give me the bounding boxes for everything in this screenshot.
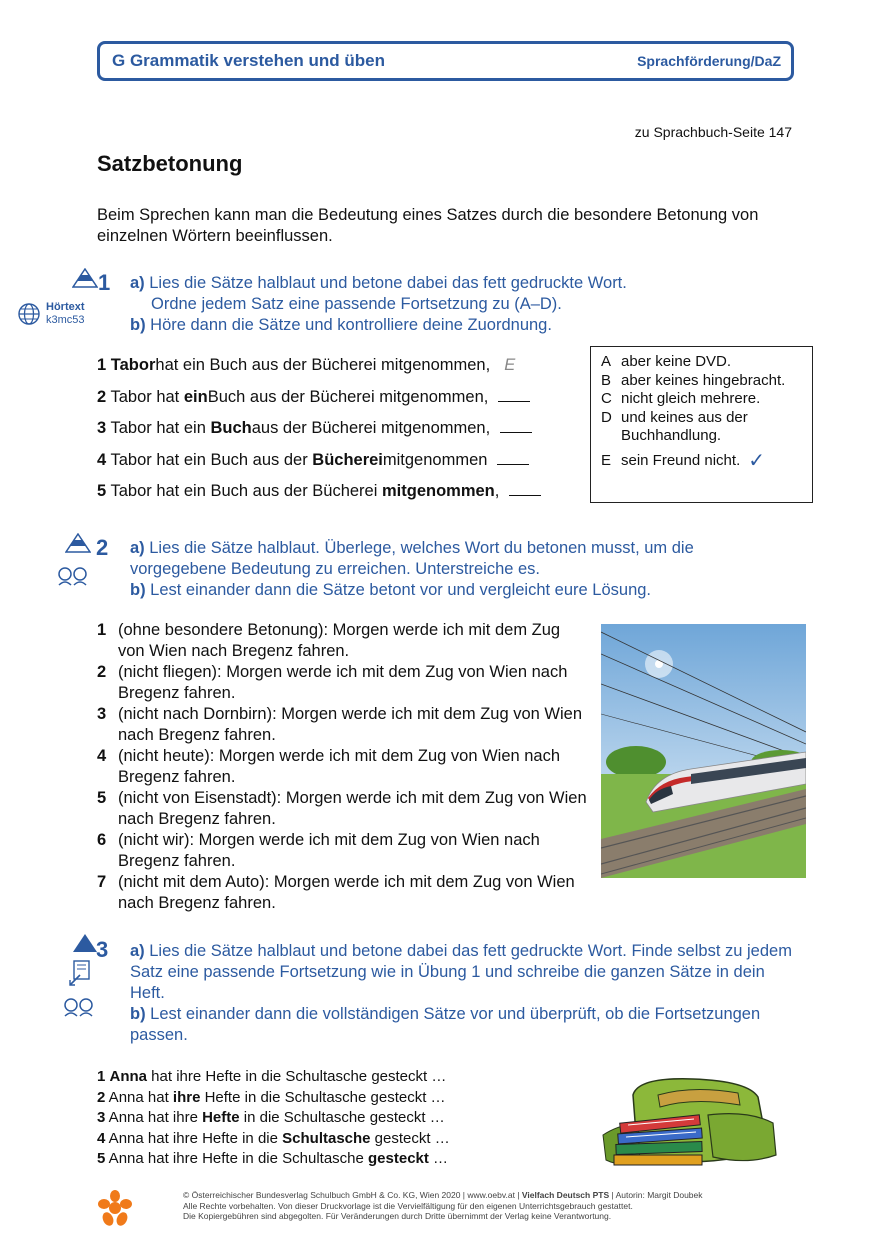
task1-sentence: 5 Tabor hat ein Buch aus der Bücherei mitgenommen ,: [97, 482, 587, 514]
footer-line2: Alle Rechte vorbehalten. Von dieser Druckvorlage ist die Vervielfältigung für den eigenen Unterrichtsgebrauch gestattet.: [183, 1200, 633, 1211]
task3-a-text: Lies die Sätze halblaut und betone dabei das fett gedruckte Wort. Finde selbst zu jedem Satz eine passende Fortsetzung wie in Übung 1 und schreibe die ganzen Sätze in dein Heft.: [130, 942, 792, 1002]
header-box: [97, 41, 794, 81]
footer-line3: Die Kopiergebühren sind abgegolten. Für Veränderungen durch Dritte übernimmt der Verlag keine Verantwortung.: [183, 1211, 612, 1221]
hoertext-link[interactable]: [17, 301, 85, 327]
task-number-2: 2: [96, 535, 109, 560]
option-item: D und keines aus der Buchhandlung.: [601, 408, 748, 444]
answer-blank[interactable]: [497, 451, 529, 465]
list-item: 7 (nicht mit dem Auto): Morgen werde ich mit dem Zug von Wien nach Bregenz fahren.: [97, 873, 575, 912]
list-item: 1 (ohne besondere Betonung): Morgen werde ich mit dem Zug von Wien nach Bregenz fahren.: [97, 621, 561, 660]
options-box: [590, 346, 813, 503]
task3-instructions: [130, 941, 795, 1046]
textbook-reference: zu Sprachbuch-Seite 147: [634, 124, 792, 140]
page-title: Satzbetonung: [97, 151, 243, 176]
task1-sentence: 2 Tabor hat ein Buch aus der Bücherei mitgenommen,: [97, 388, 587, 420]
task2-b-label: b): [130, 581, 146, 599]
task3-sentence: 1 Anna hat ihre Hefte in die Schultasche gesteckt …: [97, 1068, 447, 1085]
hoertext-code: k3mc53: [46, 314, 85, 326]
task1-b-label: b): [130, 316, 146, 334]
difficulty-pyramid-icon: [72, 268, 98, 288]
footer-line1: © Österreichischer Bundesverlag Schulbuch GmbH & Co. KG, Wien 2020 | www.oebv.at | Vielfach Deutsch PTS | Autorin: Margit Doubek: [183, 1190, 703, 1200]
task2-b-text: Lest einander dann die Sätze betont vor und vergleicht eure Lösung.: [145, 581, 652, 599]
task3-a-label: a): [130, 942, 145, 960]
checkmark-icon: ✓: [748, 449, 765, 472]
task1-a-line2: Ordne jedem Satz eine passende Fortsetzung zu (A–D).: [151, 295, 562, 313]
task3-b-text: Lest einander dann die vollständigen Sätze vor und überprüft, ob die Fortsetzungen passen.: [130, 1005, 761, 1044]
list-item: 5 (nicht von Eisenstadt): Morgen werde ich mit dem Zug von Wien nach Bregenz fahren.: [97, 789, 587, 828]
task-number-1: 1: [98, 270, 111, 295]
schoolbag-illustration: [598, 1075, 783, 1175]
task1-sentence: 3 Tabor hat ein Buch aus der Bücherei mitgenommen,: [97, 419, 587, 451]
task1-b-text: Höre dann die Sätze und kontrolliere deine Zuordnung.: [145, 316, 552, 334]
task1-a-label: a): [130, 274, 145, 292]
header-title: G Grammatik verstehen und üben: [112, 51, 386, 70]
task2-a-text: Lies die Sätze halblaut. Überlege, welches Wort du betonen musst, um die vorgegebene Bedeutung zu erreichen. Unterstreiche es.: [130, 539, 694, 578]
task3-sentence: 2 Anna hat ihre Hefte in die Schultasche gesteckt …: [97, 1088, 446, 1106]
intro-text: Beim Sprechen kann man die Bedeutung eines Satzes durch die besondere Betonung von einzelnen Wörtern beeinflussen.: [97, 206, 759, 245]
task2-a-label: a): [130, 539, 145, 557]
header-subtitle: Sprachförderung/DaZ: [637, 53, 781, 69]
option-item: E sein Freund nicht. ✓: [601, 449, 765, 472]
task3-sentence: 3 Anna hat ihre Hefte in die Schultasche gesteckt …: [97, 1109, 445, 1126]
task2-sentence-list: [97, 620, 587, 914]
list-item: 3 (nicht nach Dornbirn): Morgen werde ich mit dem Zug von Wien nach Bregenz fahren.: [97, 705, 583, 744]
partner-work-icon: [56, 566, 90, 586]
task1-sentence: 4 Tabor hat ein Buch aus der Bücherei mitgenommen: [97, 451, 587, 483]
answer-blank[interactable]: [500, 419, 532, 433]
task1-a-line1: Lies die Sätze halblaut und betone dabei das fett gedruckte Wort.: [144, 274, 627, 292]
publisher-logo-icon: [97, 1189, 133, 1227]
difficulty-pyramid-icon: [65, 533, 91, 553]
task1-sentence: 1 Tabor hat ein Buch aus der Bücherei mitgenommen, E: [97, 356, 516, 374]
partner-work-icon: [62, 997, 96, 1017]
task1-sentence-list: [97, 356, 587, 514]
difficulty-pyramid-icon: [72, 933, 98, 953]
task3-sentence-list: [97, 1067, 450, 1170]
task3-sentence: 4 Anna hat ihre Hefte in die Schultasche gesteckt …: [97, 1129, 450, 1147]
notebook-write-icon: [68, 959, 92, 987]
task1-instructions: [130, 273, 790, 336]
hoertext-label: Hörtext: [46, 301, 85, 313]
answer-blank[interactable]: [498, 388, 530, 402]
list-item: 4 (nicht heute): Morgen werde ich mit dem Zug von Wien nach Bregenz fahren.: [97, 747, 561, 786]
task-number-3: 3: [96, 937, 109, 962]
answer-field[interactable]: E: [504, 356, 516, 374]
task2-instructions: [130, 538, 770, 601]
list-item: 2 (nicht fliegen): Morgen werde ich mit dem Zug von Wien nach Bregenz fahren.: [97, 663, 568, 702]
train-illustration: [601, 624, 806, 878]
task3-b-label: b): [130, 1005, 146, 1023]
globe-icon: [17, 302, 41, 326]
answer-blank[interactable]: [509, 482, 541, 496]
footer: [183, 1190, 803, 1222]
option-item: A aber keine DVD.: [601, 353, 732, 370]
list-item: 6 (nicht wir): Morgen werde ich mit dem Zug von Wien nach Bregenz fahren.: [97, 831, 540, 870]
option-item: B aber keines hingebracht.: [601, 371, 786, 389]
task3-sentence: 5 Anna hat ihre Hefte in die Schultasche gesteckt …: [97, 1150, 449, 1167]
option-item: C nicht gleich mehrere.: [601, 390, 761, 407]
